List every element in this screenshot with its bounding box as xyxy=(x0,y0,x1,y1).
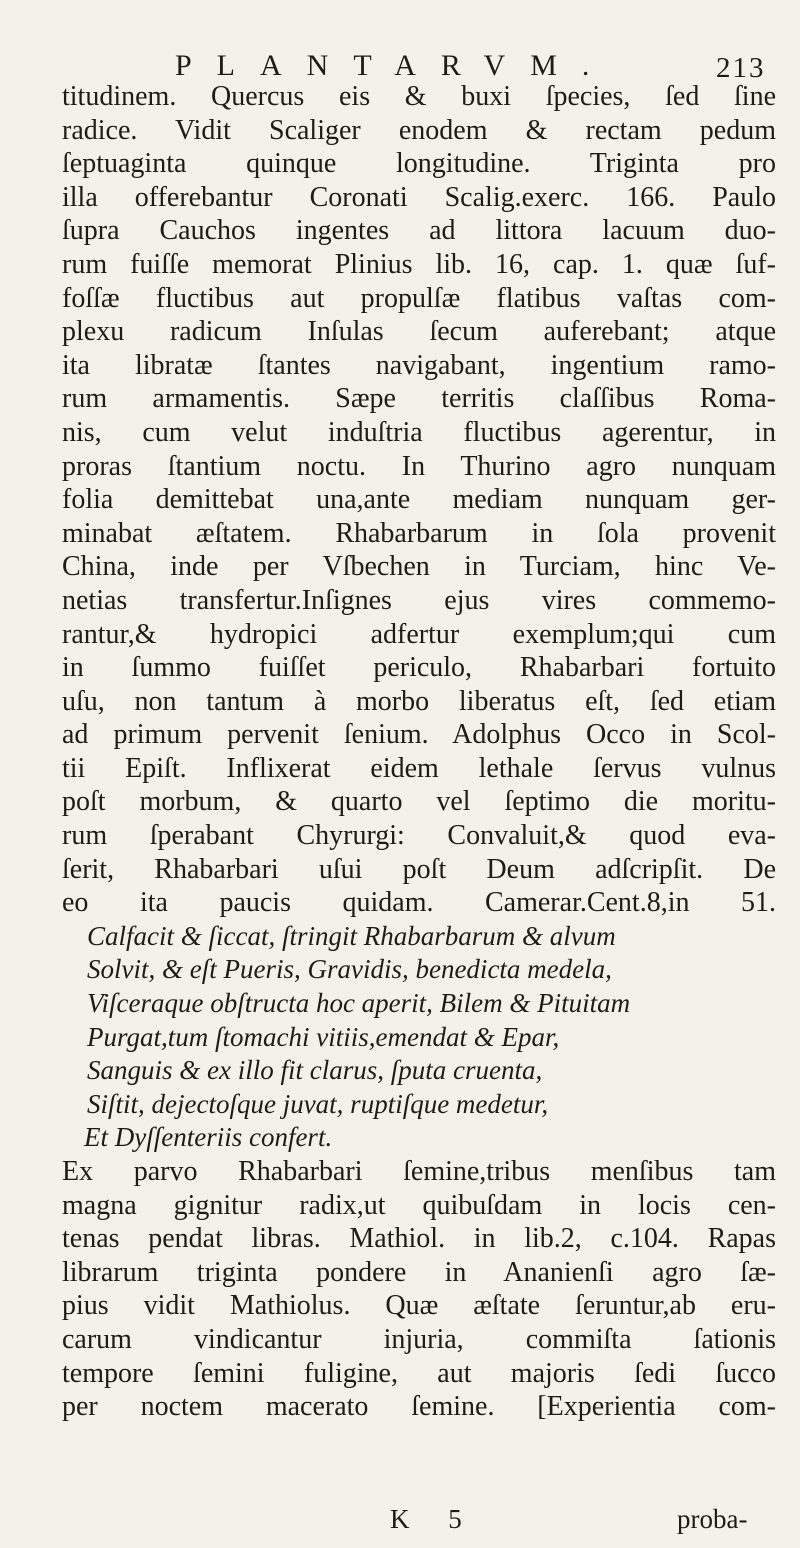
text-line: titudinem. Quercus eis & buxi ſpecies, ſed ſine xyxy=(62,81,776,112)
text-line: in ſummo fuiſſet periculo, Rhabarbari fortuito xyxy=(62,652,776,684)
text-line: ſerit, Rhabarbari uſui poſt Deum adſcripſit. De xyxy=(62,853,776,885)
text-line: tempore ſemini fuligine, aut majoris ſedi ſucco xyxy=(62,1357,776,1389)
verse-line: Siſtit, dejectoſque juvat, ruptiſque medetur, xyxy=(87,1088,549,1119)
verse-line: Et Dyſſenteriis confert. xyxy=(84,1122,333,1153)
text-line: ita libratæ ſtantes navigabant, ingentium ramo- xyxy=(62,349,776,381)
text-line: nis, cum velut induſtria fluctibus agerentur, in xyxy=(62,416,776,448)
body-text xyxy=(62,80,776,1424)
text-line: ad primum pervenit ſenium. Adolphus Occo in Scol- xyxy=(62,719,776,751)
text-line: foſſæ fluctibus aut propulſæ flatibus vaſtas com- xyxy=(62,282,776,314)
verse-line: Solvit, & eſt Pueris, Gravidis, benedicta medela, xyxy=(87,954,612,985)
verse-line: Viſceraque obſtructa hoc aperit, Bilem & Pituitam xyxy=(87,988,631,1019)
text-line: poſt morbum, & quarto vel ſeptimo die moritu- xyxy=(62,786,776,818)
text-line: eo ita paucis quidam. Camerar.Cent.8,in 51. xyxy=(62,887,776,919)
page-number: 213 xyxy=(716,52,766,84)
text-line: tii Epiſt. Inflixerat eidem lethale ſervus vulnus xyxy=(62,752,776,784)
text-line: Ex parvo Rhabarbari ſemine,tribus menſibus tam xyxy=(62,1156,776,1187)
text-line: radice. Vidit Scaliger enodem & rectam pedum xyxy=(62,114,776,146)
text-line: carum vindicantur injuria, commiſta ſationis xyxy=(62,1323,776,1355)
text-line: rum ſperabant Chyrurgi: Convaluit,& quod eva- xyxy=(62,820,776,852)
running-title: PLANTARVM. xyxy=(175,49,615,82)
text-line: ſupra Cauchos ingentes ad littora lacuum duo- xyxy=(62,215,776,247)
text-line: plexu radicum Inſulas ſecum auferebant; atque xyxy=(62,316,776,348)
verse-line: Purgat,tum ſtomachi vitiis,emendat & Epar, xyxy=(87,1021,560,1052)
text-line: rantur,& hydropici adfertur exemplum;qui cum xyxy=(62,618,776,650)
text-line: uſu, non tantum à morbo liberatus eſt, ſed etiam xyxy=(62,685,776,717)
text-line: rum fuiſſe memorat Plinius lib. 16, cap. 1. quæ ſuf- xyxy=(62,248,776,280)
text-line: netias transfertur.Inſignes ejus vires commemo- xyxy=(62,584,776,616)
text-line: tenas pendat libras. Mathiol. in lib.2, c.104. Rapas xyxy=(62,1223,776,1255)
verse-line: Calfacit & ſiccat, ſtringit Rhabarbarum & alvum xyxy=(87,920,616,951)
page-footer xyxy=(0,1502,800,1536)
text-line: ſeptuaginta quinque longitudine. Triginta pro xyxy=(62,148,776,180)
text-line: proras ſtantium noctu. In Thurino agro nunquam xyxy=(62,450,776,482)
verse-line: Sanguis & ex illo fit clarus, ſputa cruenta, xyxy=(87,1055,543,1086)
text-line: rum armamentis. Sæpe territis claſſibus Roma- xyxy=(62,383,776,415)
text-line: China, inde per Vſbechen in Turciam, hinc Ve- xyxy=(62,551,776,583)
text-line: librarum triginta pondere in Ananienſi agro ſæ- xyxy=(62,1256,776,1288)
text-line: illa offerebantur Coronati Scalig.exerc. 166. Paulo xyxy=(62,181,776,213)
text-line: magna gignitur radix,ut quibuſdam in locis cen- xyxy=(62,1189,776,1221)
text-line: minabat æſtatem. Rhabarbarum in ſola provenit xyxy=(62,517,776,549)
text-line: per noctem macerato ſemine. [Experientia com- xyxy=(62,1391,776,1423)
text-line: pius vidit Mathiolus. Quæ æſtate ſeruntur,ab eru- xyxy=(62,1290,776,1322)
catchword: proba- xyxy=(677,1504,748,1534)
text-line: folia demittebat una,ante mediam nunquam ger- xyxy=(62,484,776,516)
signature-mark: K 5 xyxy=(390,1504,478,1534)
